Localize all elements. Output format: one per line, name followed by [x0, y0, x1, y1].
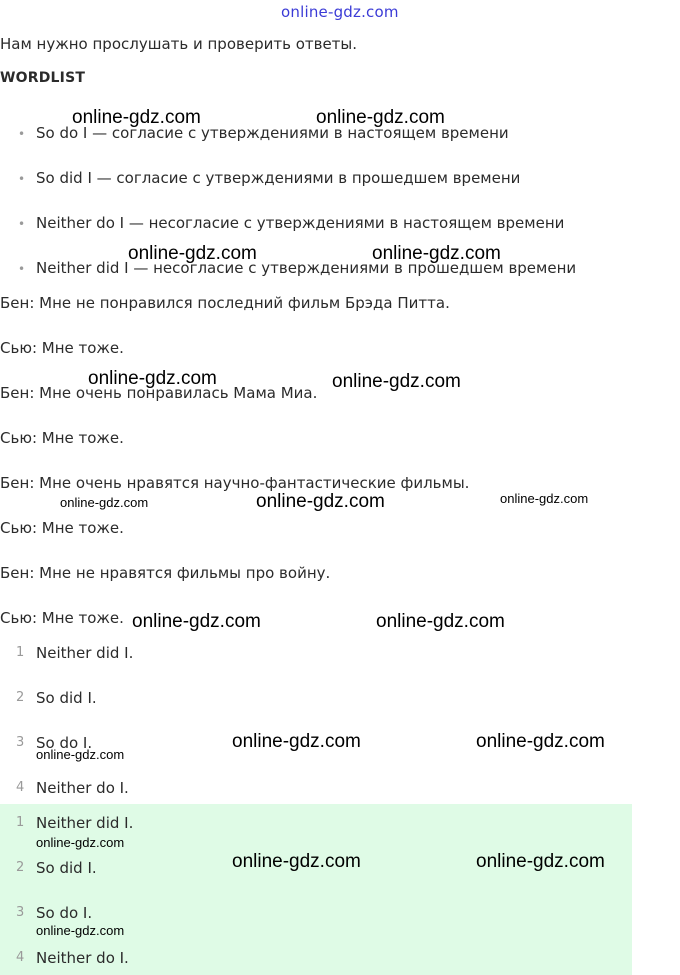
- watermark: online-gdz.com: [476, 851, 605, 872]
- dialogue-line: Сью: Мне тоже.: [0, 519, 124, 537]
- answer-number: 3: [16, 905, 25, 920]
- answer-number: 3: [16, 735, 25, 750]
- watermark: online-gdz.com: [232, 851, 361, 872]
- answer-number: 1: [16, 645, 25, 660]
- answer-item: So did I.: [36, 689, 97, 707]
- dialogue-line: Сью: Мне тоже.: [0, 609, 124, 627]
- wordlist-item: Neither do I — несогласие с утверждениями в настоящем времени: [36, 214, 565, 232]
- dialogue-line: Бен: Мне не понравился последний фильм Брэда Питта.: [0, 294, 450, 312]
- watermark: online-gdz.com: [36, 835, 125, 850]
- answer-item-highlighted: Neither did I.: [36, 814, 134, 832]
- answer-number: 4: [16, 780, 25, 795]
- dialogue-line: Бен: Мне очень нравятся научно-фантастические фильмы.: [0, 474, 470, 492]
- bullet-icon: •: [18, 172, 26, 186]
- watermark: online-gdz.com: [500, 491, 589, 506]
- wordlist-item: Neither did I — несогласие с утверждениями в прошедшем времени: [36, 259, 577, 277]
- watermark: online-gdz.com: [72, 107, 201, 128]
- watermark: online-gdz.com: [60, 495, 149, 510]
- answer-item: So do I.: [36, 734, 93, 752]
- answer-item: Neither do I.: [36, 779, 129, 797]
- watermark: online-gdz.com: [232, 731, 361, 752]
- answer-number: 2: [16, 690, 25, 705]
- wordlist-heading: WORDLIST: [0, 70, 86, 86]
- watermark: online-gdz.com: [376, 611, 505, 632]
- watermark: online-gdz.com: [372, 243, 501, 264]
- answer-number: 1: [16, 815, 25, 830]
- wordlist-item: So did I — согласие с утверждениями в прошедшем времени: [36, 169, 521, 187]
- watermark: online-gdz.com: [132, 611, 261, 632]
- watermark: online-gdz.com: [316, 107, 445, 128]
- dialogue-line: Бен: Мне не нравятся фильмы про войну.: [0, 564, 331, 582]
- dialogue-line: Бен: Мне очень понравилась Мама Миа.: [0, 384, 318, 402]
- answer-item: Neither did I.: [36, 644, 134, 662]
- watermark: online-gdz.com: [256, 491, 385, 512]
- bullet-icon: •: [18, 127, 26, 141]
- bullet-icon: •: [18, 262, 26, 276]
- answer-item-highlighted: So did I.: [36, 859, 97, 877]
- watermark: online-gdz.com: [36, 747, 125, 762]
- watermark: online-gdz.com: [476, 731, 605, 752]
- watermark: online-gdz.com: [128, 243, 257, 264]
- watermark: online-gdz.com: [36, 923, 125, 938]
- watermark: online-gdz.com: [332, 371, 461, 392]
- answer-number: 4: [16, 950, 25, 965]
- dialogue-line: Сью: Мне тоже.: [0, 339, 124, 357]
- answer-number: 2: [16, 860, 25, 875]
- intro-text: Нам нужно прослушать и проверить ответы.: [0, 35, 358, 53]
- watermark: online-gdz.com: [88, 368, 217, 389]
- answer-item-highlighted: Neither do I.: [36, 949, 129, 967]
- site-watermark-top[interactable]: online-gdz.com: [281, 3, 399, 21]
- wordlist-item: So do I — согласие с утверждениями в настоящем времени: [36, 124, 509, 142]
- answer-item-highlighted: So do I.: [36, 904, 93, 922]
- bullet-icon: •: [18, 217, 26, 231]
- dialogue-line: Сью: Мне тоже.: [0, 429, 124, 447]
